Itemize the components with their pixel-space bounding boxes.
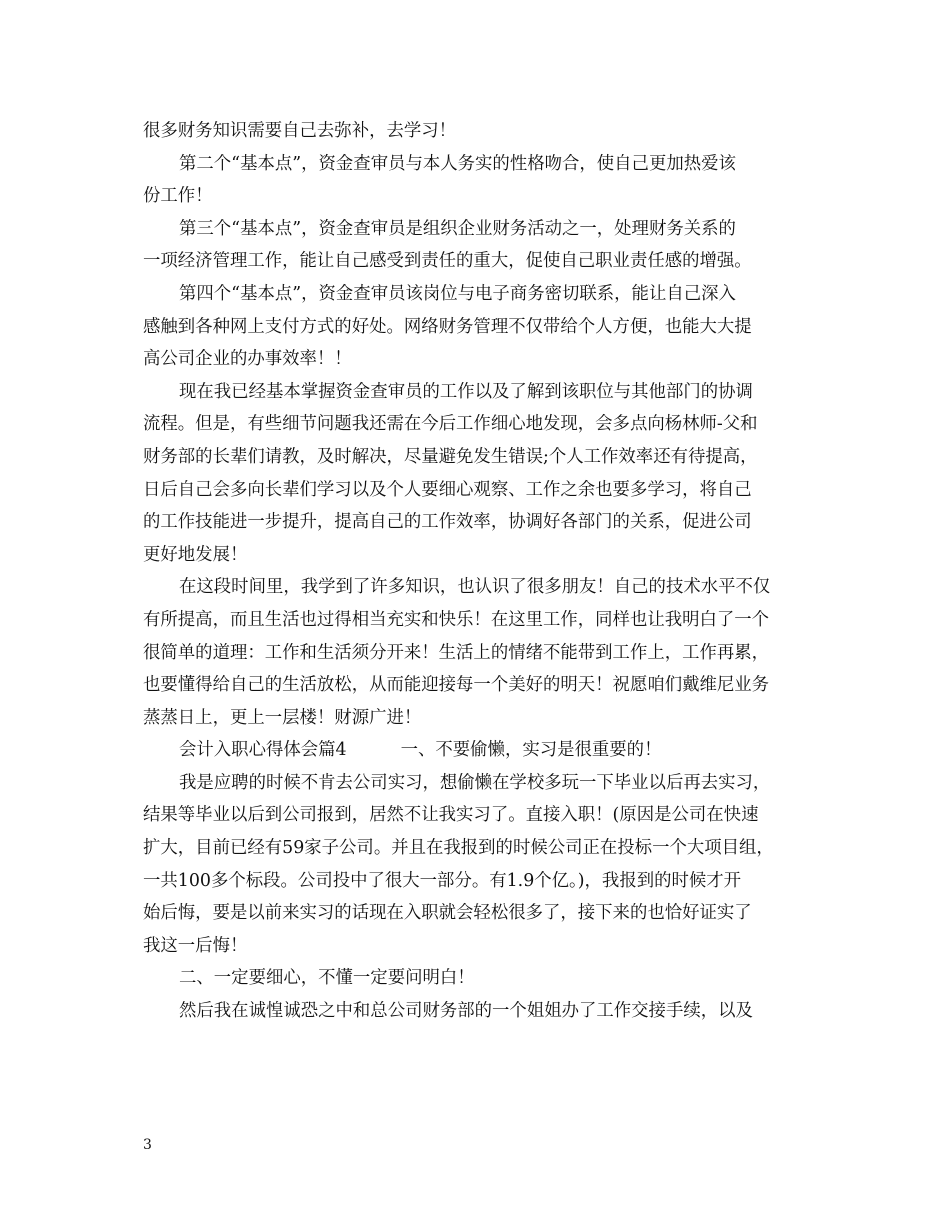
text-line: 始后悔，要是以前来实习的话现在入职就会轻松很多了，接下来的也恰好证实了 [143, 903, 752, 924]
text-line: 结果等毕业以后到公司报到，居然不让我实习了。直接入职！(原因是公司在快速 [143, 805, 759, 826]
text-line: 份工作！ [143, 186, 213, 207]
section-subtitle: 一、不要偷懒，实习是很重要的！ [400, 740, 662, 761]
text-line: 在这段时间里，我学到了许多知识，也认识了很多朋友！自己的技术水平不仅 [179, 577, 771, 598]
text-line: 然后我在诚惶诚恐之中和总公司财务部的一个姐姐办了工作交接手续，以及 [179, 1001, 753, 1022]
text-line: 二、一定要细心，不懂一定要问明白！ [179, 968, 475, 989]
text-line: 一共100多个标段。公司投中了很大一部分。有1.9个亿。)，我报到的时候才开 [143, 870, 742, 891]
text-line: 一项经济管理工作，能让自己感受到责任的重大，促使自己职业责任感的增强。 [143, 251, 752, 272]
paragraph-block-2 [143, 767, 811, 1028]
text-line: 高公司企业的办事效率！！ [143, 349, 352, 370]
text-line: 扩大，目前已经有59家子公司。并且在我报到的时候公司正在投标一个大项目组， [143, 838, 774, 859]
text-line: 也要懂得给自己的生活放松，从而能迎接每一个美好的明天！祝愿咱们戴维尼业务 [143, 675, 770, 696]
text-line: 流程。但是，有些细节问题我还需在今后工作细心地发现，会多点向杨林师-父和 [143, 414, 758, 435]
text-line: 我这一后悔！ [143, 935, 248, 956]
text-line: 有所提高，而且生活也过得相当充实和快乐！在这里工作，同样也让我明白了一个 [143, 609, 770, 630]
page-number: 3 [143, 1137, 152, 1153]
text-line: 的工作技能进一步提升，提高自己的工作效率，协调好各部门的关系，促进公司 [143, 512, 752, 533]
text-line: 现在我已经基本掌握资金查审员的工作以及了解到该职位与其他部门的协调 [179, 381, 753, 402]
text-line: 很多财务知识需要自己去弥补，去学习！ [143, 121, 457, 141]
text-line: 日后自己会多向长辈们学习以及个人要细心观察、工作之余也要多学习，将自己 [143, 479, 752, 500]
text-line: 感触到各种网上支付方式的好处。网络财务管理不仅带给个人方便，也能大大提 [143, 316, 752, 337]
text-line: 我是应聘的时候不肯去公司实习，想偷懒在学校多玩一下毕业以后再去实习， [179, 772, 771, 793]
text-line: 第三个“基本点”，资金查审员是组织企业财务活动之一，处理财务关系的 [179, 218, 736, 239]
text-line: 很简单的道理：工作和生活须分开来！生活上的情绪不能带到工作上，工作再累， [143, 642, 770, 663]
body-text [143, 115, 811, 1028]
text-line: 第四个“基本点”，资金查审员该岗位与电子商务密切联系，能让自己深入 [179, 283, 736, 304]
text-line: 蒸蒸日上，更上一层楼！财源广进！ [143, 707, 422, 728]
text-line: 第二个“基本点”，资金查审员与本人务实的性格吻合，使自己更加热爱该 [179, 153, 736, 174]
text-line: 财务部的长辈们请教，及时解决，尽量避免发生错误;个人工作效率还有待提高， [143, 446, 758, 467]
paragraph-block-1 [143, 115, 811, 734]
section-title: 会计入职心得体会篇4 [179, 740, 347, 761]
section-heading [143, 734, 811, 767]
text-line: 更好地发展！ [143, 544, 248, 565]
